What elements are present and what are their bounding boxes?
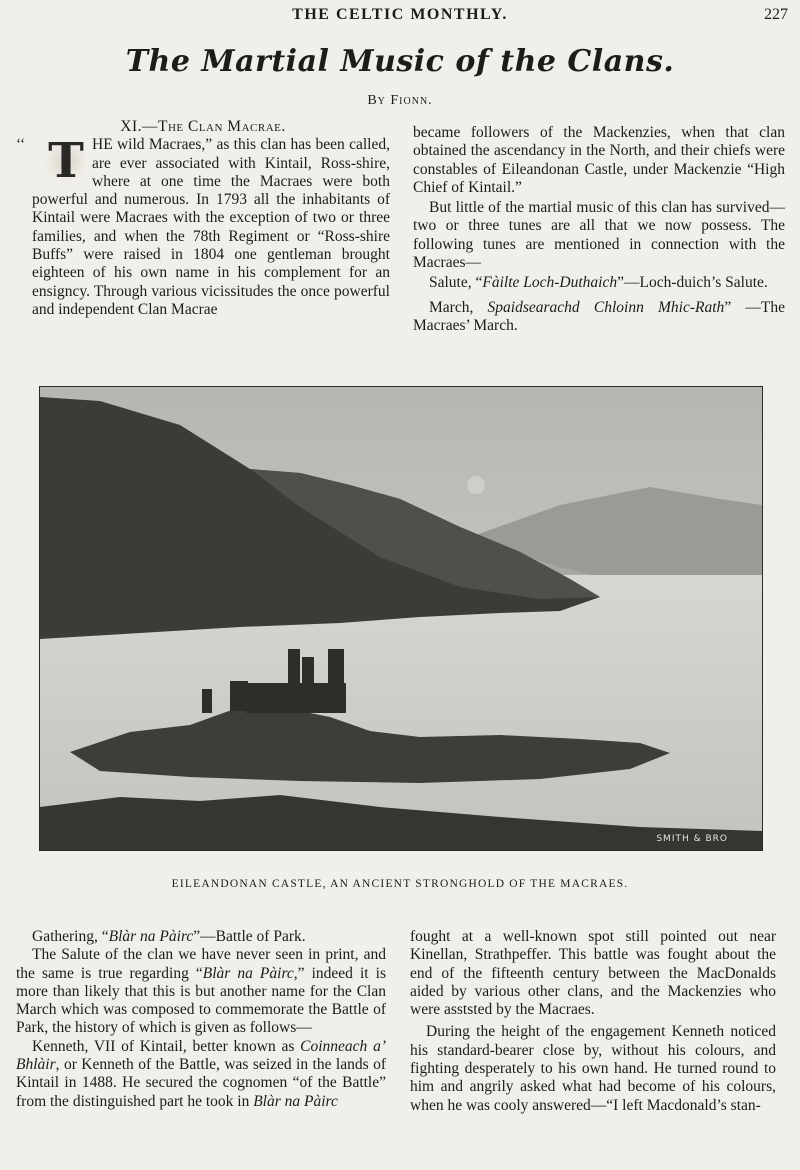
gaelic-text: Coinneach a’ Bhlàir <box>16 1037 386 1074</box>
intro-text: HE wild Macraes,” as this clan has been called, are ever associated with Kintail, Ross-shire, where at one time the Macraes were both powerful and numerous. In 1793 all the inhabitants of Kintail were Macraes with the exception of two or three families, and when the 78th Regiment or “Ross-shire Buffs” were raised in 1804 one gentleman brought eighteen of his own name in his complement for an ensigncy. Through various vicissitudes the once powerful and independent Clan Macrae <box>32 136 390 318</box>
gathering-suffix: ”—Battle of Park. <box>193 928 306 945</box>
paragraph <box>16 1038 386 1111</box>
figure-caption: EILEANDONAN CASTLE, AN ANCIENT STRONGHOLD OF THE MACRAES. <box>171 878 629 890</box>
intro-paragraph <box>16 133 390 319</box>
march-suffix: ” —The Macraes’ March. <box>413 298 785 334</box>
text: Kenneth, VII of Kintail, better known as <box>32 1037 301 1055</box>
sun-glow <box>467 476 485 494</box>
top-right-column <box>413 124 785 335</box>
salute-gaelic: Fàilte Loch-Duthaich <box>482 274 618 292</box>
march-line <box>413 299 785 336</box>
salute-suffix: ”—Loch-duich’s Salute. <box>617 274 768 292</box>
dropcap: T <box>46 138 86 184</box>
section-heading: XI.—The Clan Macrae. <box>120 118 286 135</box>
bottom-left-column <box>16 928 386 1111</box>
paragraph: But little of the martial music of this clan has survived—two or three tunes are all that we now possess. The following tunes are mentioned in connection with the Macraes— <box>413 199 785 272</box>
paragraph: became followers of the Mackenzies, when that clan obtained the ascendancy in the North, and their chiefs were constables of Eileandonan Castle, under Mackenzie “High Chief of Kintail.” <box>413 124 785 196</box>
salute-line <box>413 274 785 292</box>
article-title: The Martial Music of the Clans. <box>125 44 675 79</box>
gathering-line <box>16 928 386 946</box>
byline: By Fionn. <box>367 93 433 108</box>
top-left-column <box>16 118 390 319</box>
gaelic-text: Blàr na Pàirc <box>253 1092 338 1110</box>
castle-photograph <box>39 386 763 851</box>
text: The Salute of the clan we have never seen in print, and the same is true regarding “ <box>16 946 386 982</box>
paragraph <box>16 946 386 1037</box>
paragraph: During the height of the engagement Kenneth noticed his standard-bearer close by, without his colours, and fighting desperately to his own hand. He turned round to him and angrily asked what had become of his colours, when he was cooly answered—“I left Macdonald’s stan- <box>410 1023 776 1114</box>
paragraph: fought at a well-known spot still pointed out near Kinellan, Strathpeffer. This battle was fought about the end of the fifteenth century between the MacDonalds aided by various other clans, and the Mackenzies who were asststed by the Macraes. <box>410 928 776 1019</box>
gaelic-text: Blàr na Pàirc, <box>202 964 298 982</box>
photo-credit: SMITH & BRO <box>656 834 728 844</box>
gathering-gaelic: Blàr na Pàirc <box>108 928 194 945</box>
march-prefix: March, <box>429 298 488 316</box>
page-number: 227 <box>764 6 788 23</box>
running-title: THE CELTIC MONTHLY. <box>292 6 508 23</box>
march-gaelic: Spaidsearachd Chloinn Mhic-Rath <box>487 298 725 316</box>
text: ” indeed it is more than likely that this is but another name for the Clan March which was composed to commemorate the Battle of Park, the history of which is given as follows— <box>16 964 386 1037</box>
text: , or Kenneth of the Battle, was seized in the lands of Kintail in 1488. He secured the cognomen “of the Battle” from the distinguished part he took in <box>16 1056 386 1110</box>
salute-prefix: Salute, “ <box>429 274 483 292</box>
open-quote: ‘‘ <box>16 136 26 154</box>
bottom-right-column <box>410 928 776 1115</box>
running-header <box>0 4 800 26</box>
landscape-illustration <box>40 387 762 850</box>
gathering-prefix: Gathering, “ <box>32 928 109 945</box>
